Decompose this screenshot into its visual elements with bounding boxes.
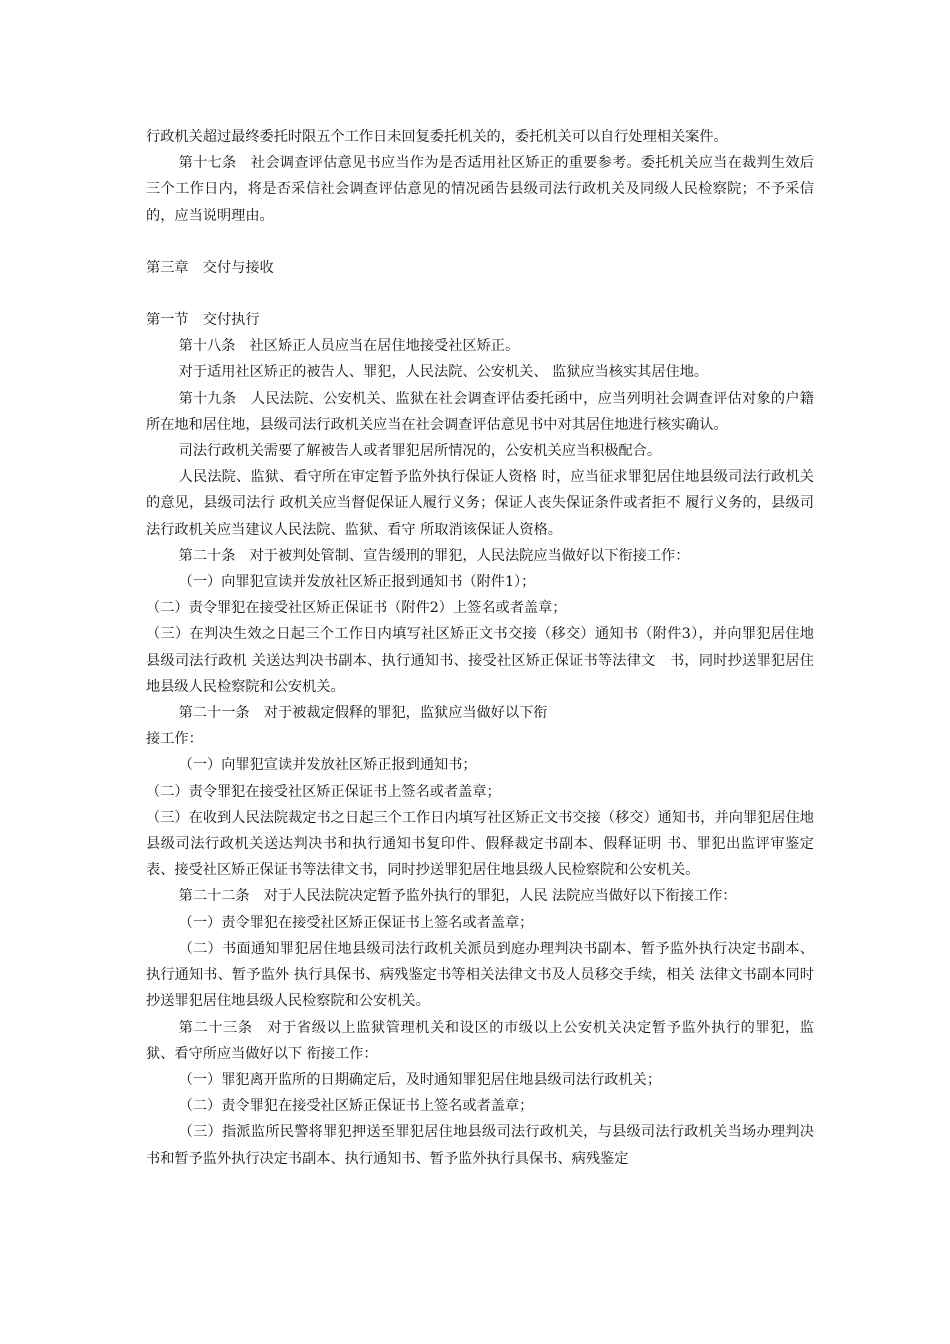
- body-paragraph: （二）责令罪犯在接受社区矫正保证书（附件2）上签名或者盖章；: [146, 600, 567, 617]
- body-paragraph: （二）责令罪犯在接受社区矫正保证书上签名或者盖章；: [178, 1098, 534, 1115]
- body-paragraph: 行政机关超过最终委托时限五个工作日未回复委托机关的，委托机关可以自行处理相关案件。: [146, 129, 728, 145]
- body-paragraph: 第十七条 社会调查评估意见书应当作为是否适用社区矫正的重要参考。委托机关应当在裁判生效后三个工作日内，将是否采信社会调查评估意见的情况函告县级司法行政机关及同级人民检察院；不予采信的，应当说明理由。: [146, 155, 814, 224]
- body-paragraph: （一）责令罪犯在接受社区矫正保证书上签名或者盖章；: [178, 914, 534, 931]
- paragraph-gap: [146, 281, 814, 307]
- paragraph-gap: [146, 229, 814, 255]
- body-paragraph: （二）责令罪犯在接受社区矫正保证书上签名或者盖章；: [146, 783, 501, 800]
- body-paragraph: 第十九条 人民法院、公安机关、监狱在社会调查评估委托函中，应当列明社会调查评估对象的户籍所在地和居住地，县级司法行政机关应当在社会调查评估意见书中对其居住地进行核实确认。: [146, 390, 814, 433]
- section-heading: 第三章 交付与接收: [146, 259, 274, 276]
- body-paragraph: （一）向罪犯宣读并发放社区矫正报到通知书（附件1）；: [178, 574, 536, 591]
- body-paragraph: （三）在判决生效之日起三个工作日内填写社区矫正文书交接（移交）通知书（附件3），并向罪犯居住地县级司法行政机 关送达判决书副本、执行通知书、接受社区矫正保证书等法律文 书，同时抄送罪犯居住地县级人民检察院和公安机关。: [146, 626, 814, 695]
- body-paragraph: （一）向罪犯宣读并发放社区矫正报到通知书；: [178, 757, 477, 774]
- body-paragraph: 第二十三条 对于省级以上监狱管理机关和设区的市级以上公安机关决定暂予监外执行的罪犯，监狱、看守所应当做好以下 衔接工作：: [146, 1019, 814, 1062]
- body-paragraph: 司法行政机关需要了解被告人或者罪犯居所情况的，公安机关应当积极配合。: [178, 443, 662, 460]
- section-heading: 第一节 交付执行: [146, 312, 260, 329]
- body-paragraph: 人民法院、监狱、看守所在审定暂予监外执行保证人资格 时，应当征求罪犯居住地县级司法行政机关的意见，县级司法行 政机关应当督促保证人履行义务；保证人丧失保证条件或者拒不 履行义务的，县级司法行政机关应当建议人民法院、监狱、看守 所取消该保证人资格。: [146, 469, 814, 538]
- body-paragraph: 接工作：: [146, 731, 203, 748]
- body-paragraph: 第十八条 社区矫正人员应当在居住地接受社区矫正。: [178, 338, 520, 355]
- body-paragraph: 对于适用社区矫正的被告人、罪犯，人民法院、公安机关、 监狱应当核实其居住地。: [178, 364, 709, 381]
- body-paragraph: （二）书面通知罪犯居住地县级司法行政机关派员到庭办理判决书副本、暂予监外执行决定书副本、执行通知书、暂予监外 执行具保书、病残鉴定书等相关法律文书及人员移交手续，相关 法律文书副本同时抄送罪犯居住地县级人民检察院和公安机关。: [146, 940, 814, 1010]
- body-paragraph: 第二十一条 对于被裁定假释的罪犯，监狱应当做好以下衔: [178, 705, 548, 722]
- body-paragraph: （一）罪犯离开监所的日期确定后，及时通知罪犯居住地县级司法行政机关；: [178, 1071, 662, 1088]
- body-paragraph: （三）指派监所民警将罪犯押送至罪犯居住地县级司法行政机关，与县级司法行政机关当场办理判决书和暂予监外执行决定书副本、执行通知书、暂予监外执行具保书、病残鉴定: [146, 1124, 814, 1167]
- document-page: [146, 124, 814, 1172]
- body-paragraph: 第二十二条 对于人民法院决定暂予监外执行的罪犯，人民 法院应当做好以下衔接工作：: [178, 888, 737, 905]
- body-paragraph: 第二十条 对于被判处管制、宣告缓刑的罪犯，人民法院应当做好以下衔接工作：: [178, 547, 690, 564]
- body-paragraph: （三）在收到人民法院裁定书之日起三个工作日内填写社区矫正文书交接（移交）通知书，并向罪犯居住地县级司法行政机关送达判决书和执行通知书复印件、假释裁定书副本、假释证明 书、罪犯出监评审鉴定表、接受社区矫正保证书等法律文书，同时抄送罪犯居住地县级人民检察院和公安机关。: [146, 809, 814, 879]
